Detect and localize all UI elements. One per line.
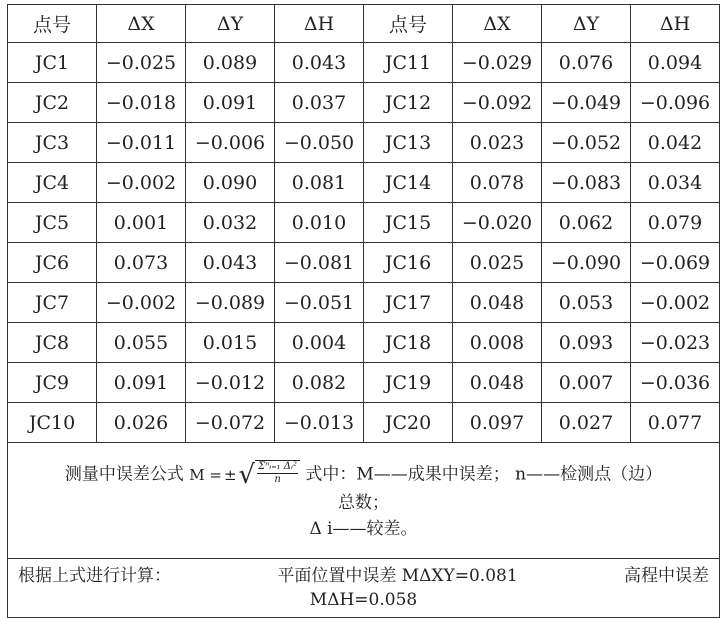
error-table: [7, 4, 720, 618]
table-cell: JC11: [364, 43, 453, 83]
formula-prefix: 测量中误差公式: [64, 464, 184, 484]
table-cell: −0.025: [97, 43, 186, 83]
calc-height-value: MΔH=0.058: [309, 590, 418, 610]
table-row: [8, 163, 720, 203]
table-cell: JC5: [8, 203, 97, 243]
table-cell: JC2: [8, 83, 97, 123]
table-cell: 0.034: [631, 163, 720, 203]
table-cell: JC1: [8, 43, 97, 83]
table-cell: 0.043: [275, 43, 364, 83]
header-cell: ΔH: [631, 5, 720, 43]
table-cell: 0.023: [453, 123, 542, 163]
note-line-2: 总数；: [338, 492, 389, 513]
table-cell: JC7: [8, 283, 97, 323]
radicand: [255, 460, 300, 490]
table-cell: 0.078: [453, 163, 542, 203]
formula-note: [8, 443, 720, 559]
table-cell: −0.081: [275, 243, 364, 283]
header-cell: 点号: [364, 5, 453, 43]
table-row: [8, 43, 720, 83]
table-cell: −0.083: [542, 163, 631, 203]
calculation-result: [8, 559, 720, 618]
table-cell: 0.053: [542, 283, 631, 323]
table-cell: −0.018: [97, 83, 186, 123]
calc-plane: 平面位置中误差 MΔXY=0.081: [277, 566, 518, 586]
table-cell: −0.002: [97, 283, 186, 323]
table-cell: −0.006: [186, 123, 275, 163]
table-cell: −0.011: [97, 123, 186, 163]
table-cell: −0.012: [186, 363, 275, 403]
calc-height-label: 高程中误差: [623, 566, 709, 586]
header-cell: ΔY: [542, 5, 631, 43]
table-cell: 0.079: [631, 203, 720, 243]
table-cell: 0.008: [453, 323, 542, 363]
table-cell: 0.097: [453, 403, 542, 443]
table-cell: JC10: [8, 403, 97, 443]
note-row: [8, 443, 720, 559]
table-cell: 0.001: [97, 203, 186, 243]
table-cell: 0.027: [542, 403, 631, 443]
table-cell: 0.043: [186, 243, 275, 283]
radical-icon: √: [238, 459, 256, 490]
table-cell: 0.062: [542, 203, 631, 243]
table-cell: 0.093: [542, 323, 631, 363]
table-cell: 0.010: [275, 203, 364, 243]
table-cell: 0.076: [542, 43, 631, 83]
table-cell: JC9: [8, 363, 97, 403]
sqrt-symbol: [239, 460, 300, 490]
table-cell: 0.025: [453, 243, 542, 283]
table-cell: JC20: [364, 403, 453, 443]
table-cell: 0.094: [631, 43, 720, 83]
table-row: [8, 83, 720, 123]
table-row: [8, 123, 720, 163]
table-header-row: [8, 5, 720, 43]
header-cell: ΔX: [453, 5, 542, 43]
table-cell: 0.081: [275, 163, 364, 203]
table-cell: 0.042: [631, 123, 720, 163]
formula-denominator: n: [274, 473, 281, 485]
formula-explanation: 式中：M——成果中误差； n——检测点（边）: [305, 464, 663, 484]
table-cell: −0.013: [275, 403, 364, 443]
table-cell: JC6: [8, 243, 97, 283]
table-cell: −0.090: [542, 243, 631, 283]
formula: [189, 460, 300, 490]
header-cell: ΔH: [275, 5, 364, 43]
calc-row: [8, 559, 720, 618]
table-cell: JC14: [364, 163, 453, 203]
table-cell: JC19: [364, 363, 453, 403]
table-cell: JC12: [364, 83, 453, 123]
table-cell: 0.037: [275, 83, 364, 123]
table-cell: −0.049: [542, 83, 631, 123]
table-cell: −0.029: [453, 43, 542, 83]
table-cell: JC3: [8, 123, 97, 163]
table-cell: −0.092: [453, 83, 542, 123]
calc-line-1: [18, 564, 709, 588]
table-cell: −0.036: [631, 363, 720, 403]
table-cell: −0.072: [186, 403, 275, 443]
table-cell: JC8: [8, 323, 97, 363]
table-cell: 0.048: [453, 363, 542, 403]
header-cell: ΔY: [186, 5, 275, 43]
table-cell: −0.002: [97, 163, 186, 203]
table-cell: 0.007: [542, 363, 631, 403]
table-cell: 0.089: [186, 43, 275, 83]
table-cell: 0.073: [97, 243, 186, 283]
table-cell: −0.096: [631, 83, 720, 123]
header-cell: 点号: [8, 5, 97, 43]
table-row: [8, 203, 720, 243]
table-cell: −0.002: [631, 283, 720, 323]
table-row: [8, 363, 720, 403]
table-cell: 0.077: [631, 403, 720, 443]
formula-pm: ±: [223, 465, 237, 484]
table-cell: 0.015: [186, 323, 275, 363]
table-row: [8, 323, 720, 363]
formula-numerator: Σⁿᵢ₌₁ Δᵢ²: [258, 460, 297, 472]
table-cell: JC16: [364, 243, 453, 283]
table-cell: JC4: [8, 163, 97, 203]
formula-lhs: M =: [189, 465, 222, 484]
table-cell: JC15: [364, 203, 453, 243]
note-line-3: Δ i——较差。: [309, 518, 418, 539]
formula-line: [18, 460, 709, 490]
table-cell: 0.090: [186, 163, 275, 203]
table-cell: 0.004: [275, 323, 364, 363]
table-cell: JC17: [364, 283, 453, 323]
table-cell: −0.050: [275, 123, 364, 163]
table-row: [8, 243, 720, 283]
table-cell: 0.048: [453, 283, 542, 323]
table-cell: 0.055: [97, 323, 186, 363]
table-cell: JC18: [364, 323, 453, 363]
table-row: [8, 283, 720, 323]
table-cell: −0.052: [542, 123, 631, 163]
table-cell: 0.091: [186, 83, 275, 123]
table-cell: 0.082: [275, 363, 364, 403]
table-cell: −0.020: [453, 203, 542, 243]
table-cell: 0.032: [186, 203, 275, 243]
table-cell: 0.026: [97, 403, 186, 443]
table-cell: −0.069: [631, 243, 720, 283]
header-cell: ΔX: [97, 5, 186, 43]
table-cell: −0.089: [186, 283, 275, 323]
table-cell: JC13: [364, 123, 453, 163]
table-cell: −0.051: [275, 283, 364, 323]
table-cell: 0.091: [97, 363, 186, 403]
table-row: [8, 403, 720, 443]
table-cell: −0.023: [631, 323, 720, 363]
calc-prefix: 根据上式进行计算：: [18, 566, 171, 586]
